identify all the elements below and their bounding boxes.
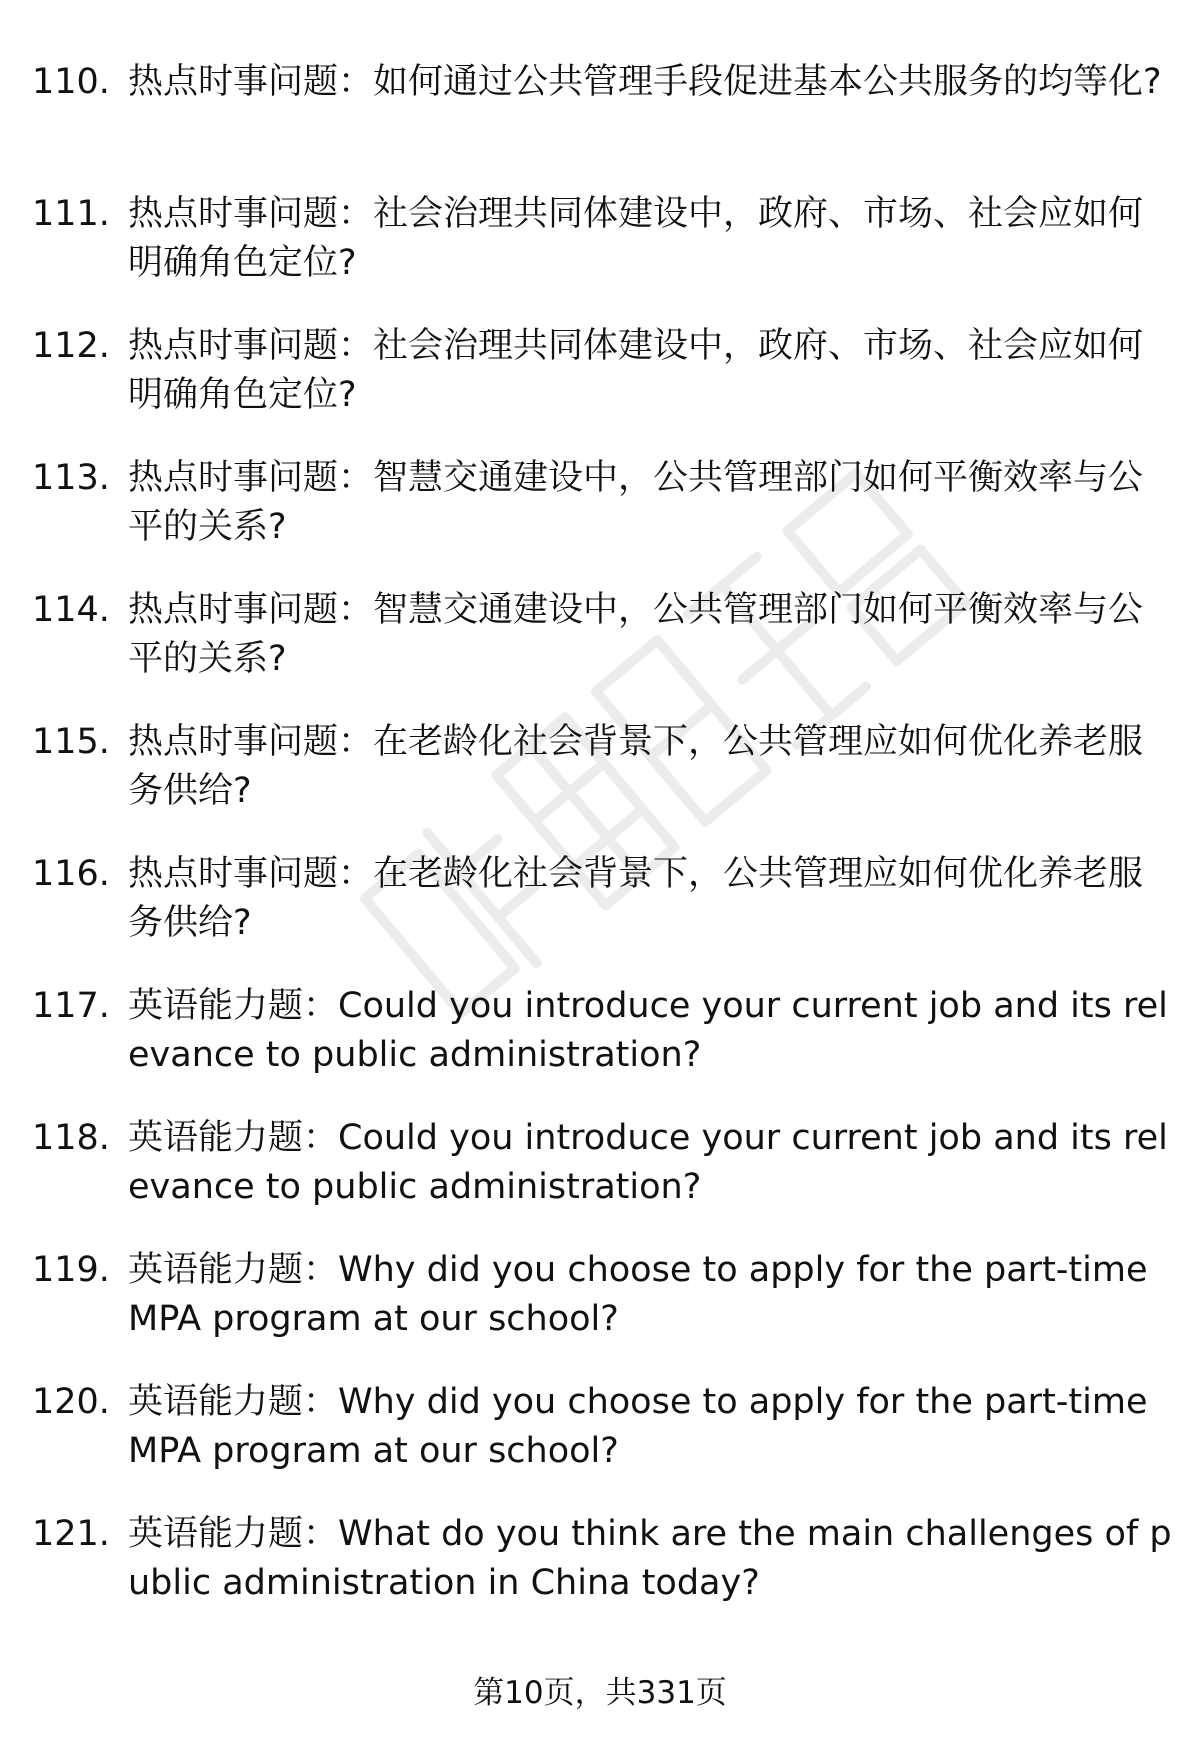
question-number: 111. xyxy=(32,194,110,234)
list-item xyxy=(32,982,1172,1114)
question-text: 热点时事问题：社会治理共同体建设中，政府、市场、社会应如何明确角色定位? xyxy=(128,194,1144,283)
list-item xyxy=(32,1378,1172,1510)
question-text: 英语能力题：Could you introduce your current job and its relevance to public administration? xyxy=(128,1118,1168,1207)
question-text: 英语能力题：Could you introduce your current job and its relevance to public administration? xyxy=(128,986,1168,1075)
question-number: 117. xyxy=(32,986,110,1026)
question-text: 热点时事问题：智慧交通建设中，公共管理部门如何平衡效率与公平的关系? xyxy=(128,458,1144,547)
question-number: 121. xyxy=(32,1514,110,1554)
question-text: 热点时事问题：社会治理共同体建设中，政府、市场、社会应如何明确角色定位? xyxy=(128,326,1144,415)
question-text: 热点时事问题：在老龄化社会背景下，公共管理应如何优化养老服务供给? xyxy=(128,854,1144,943)
question-text: 英语能力题：Why did you choose to apply for the part-time MPA program at our school? xyxy=(128,1250,1148,1339)
list-item xyxy=(32,190,1172,322)
question-text: 英语能力题：Why did you choose to apply for the part-time MPA program at our school? xyxy=(128,1382,1148,1471)
question-text: 热点时事问题：如何通过公共管理手段促进基本公共服务的均等化? xyxy=(128,62,1162,102)
list-item xyxy=(32,718,1172,850)
page-number-footer: 第10页，共331页 xyxy=(473,1675,727,1711)
question-text: 热点时事问题：智慧交通建设中，公共管理部门如何平衡效率与公平的关系? xyxy=(128,590,1144,679)
list-item xyxy=(32,586,1172,718)
question-number: 112. xyxy=(32,326,110,366)
list-item xyxy=(32,1246,1172,1378)
question-number: 120. xyxy=(32,1382,110,1422)
question-text: 英语能力题：What do you think are the main challenges of public administration in China today? xyxy=(128,1514,1172,1603)
question-number: 115. xyxy=(32,722,110,762)
list-item xyxy=(32,58,1172,190)
question-number: 110. xyxy=(32,62,110,102)
question-number: 116. xyxy=(32,854,110,894)
question-text: 热点时事问题：在老龄化社会背景下，公共管理应如何优化养老服务供给? xyxy=(128,722,1144,811)
list-item xyxy=(32,850,1172,982)
question-number: 119. xyxy=(32,1250,110,1290)
list-item xyxy=(32,1114,1172,1246)
question-list xyxy=(32,58,1172,1642)
list-item xyxy=(32,322,1172,454)
question-number: 113. xyxy=(32,458,110,498)
question-number: 118. xyxy=(32,1118,110,1158)
list-item xyxy=(32,454,1172,586)
question-number: 114. xyxy=(32,590,110,630)
list-item xyxy=(32,1510,1172,1642)
